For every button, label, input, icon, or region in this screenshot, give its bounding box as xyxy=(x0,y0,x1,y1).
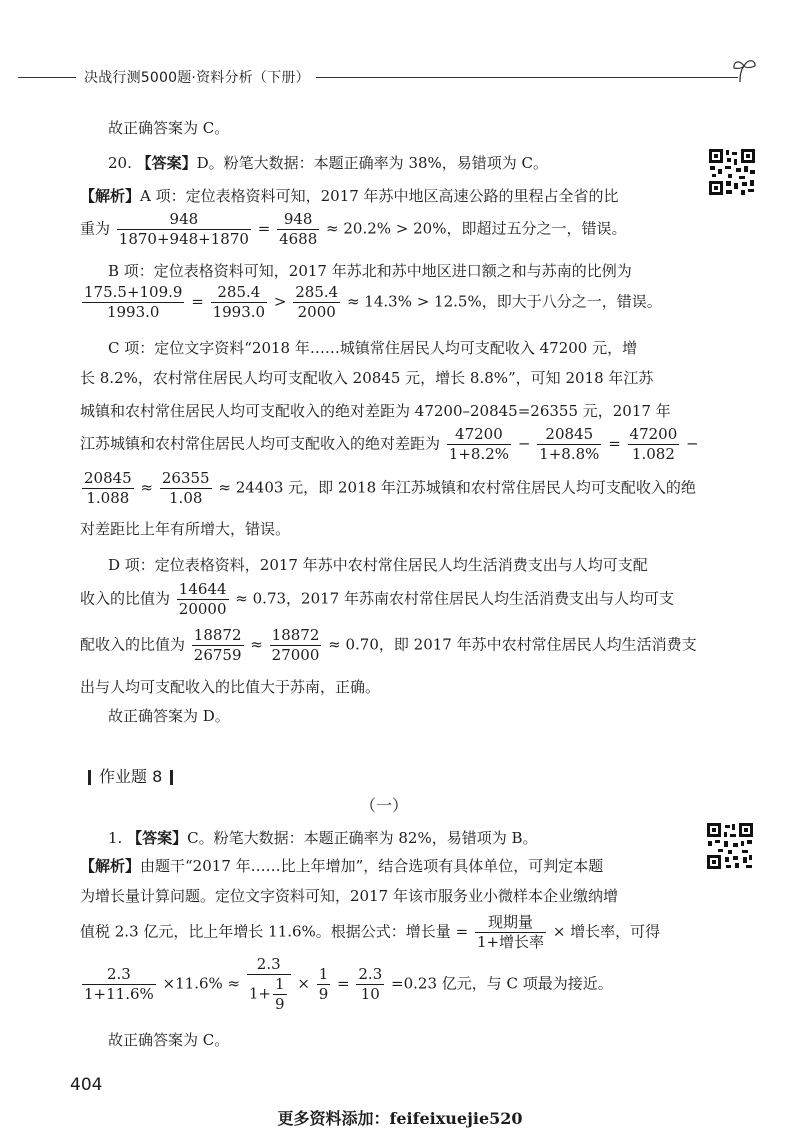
denominator: 10 xyxy=(360,985,380,1003)
analysis-tag: 【解析】 xyxy=(80,857,141,875)
page-number: 404 xyxy=(70,1075,103,1095)
fraction xyxy=(117,210,251,249)
operator: = xyxy=(191,292,204,311)
formula-line xyxy=(80,626,697,665)
fraction xyxy=(82,283,184,322)
fraction xyxy=(447,425,511,464)
heading-bar xyxy=(88,770,91,785)
fraction xyxy=(160,469,212,508)
operator: ≈ xyxy=(250,635,263,654)
denominator: 1.088 xyxy=(86,489,130,507)
fraction xyxy=(82,469,134,508)
answer-tag: 【答案】 xyxy=(136,154,197,172)
operator: = xyxy=(257,219,271,238)
denominator: 26759 xyxy=(193,646,242,664)
qr-code-icon xyxy=(706,822,754,870)
operator: ≈ xyxy=(140,478,154,497)
denominator: 1.08 xyxy=(169,489,203,507)
numerator: 18872 xyxy=(271,626,320,644)
option-d-line: D 项：定位表格资料，2017 年苏中农村常住居民人均生活消费支出与人均可支配 xyxy=(108,556,648,574)
numerator: 285.4 xyxy=(295,283,339,301)
header-title: 决战行测5000题·资料分析（下册） xyxy=(84,70,310,86)
analysis-tag: 【解析】 xyxy=(80,187,141,205)
operator: = xyxy=(608,434,621,453)
operator: × xyxy=(297,974,310,993)
formula-suffix: ≈ 0.73，2017 年苏南农村常住居民人均生活消费支出与人均可支 xyxy=(235,589,674,608)
nested-fraction xyxy=(273,975,287,1014)
formula-line xyxy=(80,210,626,249)
denominator: 1+8.8% xyxy=(539,445,600,463)
numerator: 2.3 xyxy=(247,955,291,975)
fraction xyxy=(293,283,340,322)
q1-answer xyxy=(108,828,538,848)
denominator-prefix: 1+ xyxy=(248,984,272,1003)
formula-prefix: 值税 2.3 亿元，比上年增长 11.6%。根据公式：增长量 = xyxy=(80,922,469,941)
footer-note: 更多资料添加：feifeixuejie520 xyxy=(277,1109,523,1128)
denominator: 2000 xyxy=(297,303,336,321)
analysis-text: 由题干“2017 年……比上年增加”，结合选项有具体单位，可判定本题 xyxy=(140,857,604,875)
denominator: 1+11.6% xyxy=(84,985,154,1003)
fraction xyxy=(247,955,291,1014)
numerator: 20845 xyxy=(84,469,132,487)
text-line: 对差距比上年有所增大，错误。 xyxy=(80,520,291,538)
numerator: 285.4 xyxy=(211,283,268,303)
fraction xyxy=(537,425,601,464)
denominator: 1+增长率 xyxy=(476,933,545,951)
fraction xyxy=(628,425,680,464)
operator: − xyxy=(686,434,699,453)
numerator: 2.3 xyxy=(358,965,383,983)
fraction xyxy=(270,626,322,665)
text-line: 长 8.2%，农村常住居民人均可支配收入 20845 元，增长 8.8%”，可知 2018 年江苏 xyxy=(80,369,654,387)
formula-line xyxy=(80,580,674,619)
section-title: 作业题 8 xyxy=(99,767,163,786)
fraction xyxy=(277,210,319,249)
header-rule-left xyxy=(18,77,76,78)
answer-line: 故正确答案为 C。 xyxy=(108,1031,230,1049)
text-line: 为增长量计算问题。定位文字资料可知，2017 年该市服务业小微样本企业缴纳增 xyxy=(80,887,618,905)
fraction xyxy=(475,913,546,952)
option-c-line: C 项：定位文字资料“2018 年……城镇常住居民人均可支配收入 47200 元，增 xyxy=(108,339,638,357)
formula-suffix: ≈ 20.2% > 20%，即超过五分之一，错误。 xyxy=(326,219,627,238)
answer-line: 故正确答案为 D。 xyxy=(108,707,230,725)
formula-line xyxy=(80,469,696,508)
text-line: 出与人均可支配收入的比值大于苏南，正确。 xyxy=(80,678,381,696)
fraction xyxy=(356,965,384,1004)
numerator: 2.3 xyxy=(82,965,156,985)
header-rule-right xyxy=(316,77,738,78)
denominator: 1+8.2% xyxy=(448,445,510,463)
analysis-text: A 项：定位表格资料可知，2017 年苏中地区高速公路的里程占全省的比 xyxy=(140,187,619,205)
denominator: 20000 xyxy=(178,600,227,618)
formula-line xyxy=(80,913,660,952)
denominator: 1993.0 xyxy=(106,303,160,321)
denominator: 1870+948+1870 xyxy=(118,230,249,248)
numerator: 26355 xyxy=(161,469,210,487)
formula-line xyxy=(80,283,662,322)
numerator: 47200 xyxy=(629,425,678,443)
operator: = xyxy=(337,974,350,993)
denominator: 4688 xyxy=(279,230,318,248)
formula-suffix: =0.23 亿元，与 C 项最为接近。 xyxy=(391,974,613,993)
operator: > xyxy=(273,292,287,311)
q1-answer-text: C。粉笔大数据：本题正确率为 82%，易错项为 B。 xyxy=(187,829,538,847)
denominator: 9 xyxy=(275,995,285,1013)
section-heading xyxy=(88,764,173,787)
fraction xyxy=(177,580,229,619)
formula-suffix: × 增长率，可得 xyxy=(552,922,661,941)
numerator: 1 xyxy=(275,975,285,993)
numerator: 948 xyxy=(277,210,319,230)
denominator: 9 xyxy=(318,985,329,1003)
subsection-title: （一） xyxy=(360,796,409,815)
q1-number: 1. xyxy=(108,829,123,847)
analysis-line xyxy=(80,856,603,876)
formula-prefix: 配收入的比值为 xyxy=(80,635,186,654)
option-b-line: B 项：定位表格资料可知，2017 年苏北和苏中地区进口额之和与苏南的比例为 xyxy=(108,262,632,280)
numerator: 20845 xyxy=(537,425,601,445)
numerator: 948 xyxy=(117,210,251,230)
numerator: 1 xyxy=(318,965,329,983)
q20-answer-text: D。粉笔大数据：本题正确率为 38%，易错项为 C。 xyxy=(196,154,549,172)
formula-prefix: 收入的比值为 xyxy=(80,589,171,608)
denominator: 1993.0 xyxy=(212,303,266,321)
formula-prefix: 江苏城镇和农村常住居民人均可支配收入的绝对差距为 xyxy=(80,434,441,453)
formula-line xyxy=(80,955,613,1014)
formula-line xyxy=(80,425,699,464)
q20-answer xyxy=(108,153,548,173)
numerator: 14644 xyxy=(178,580,227,598)
numerator: 175.5+109.9 xyxy=(84,283,183,301)
numerator: 47200 xyxy=(447,425,511,445)
fraction xyxy=(82,965,156,1004)
operator: ×11.6% ≈ xyxy=(162,974,241,993)
analysis-line xyxy=(80,186,619,206)
formula-suffix: ≈ 0.70，即 2017 年苏中农村常住居民人均生活消费支 xyxy=(328,635,697,654)
qr-code-icon xyxy=(708,148,756,196)
sprout-icon xyxy=(730,56,760,86)
fraction xyxy=(317,965,331,1004)
heading-bar xyxy=(170,770,173,785)
fraction xyxy=(192,626,244,665)
running-header xyxy=(0,64,800,88)
q20-number: 20. xyxy=(108,154,132,172)
formula-suffix: ≈ 14.3% > 12.5%，即大于八分之一，错误。 xyxy=(346,292,662,311)
nested-denominator xyxy=(247,975,291,1014)
formula-suffix: ≈ 24403 元，即 2018 年江苏城镇和农村常住居民人均可支配收入的绝 xyxy=(218,478,696,497)
numerator: 18872 xyxy=(193,626,242,644)
formula-prefix: 重为 xyxy=(80,219,111,238)
denominator: 1.082 xyxy=(631,445,675,463)
operator: − xyxy=(517,434,531,453)
fraction xyxy=(211,283,268,322)
denominator: 27000 xyxy=(271,646,320,664)
numerator: 现期量 xyxy=(475,913,546,933)
answer-line: 故正确答案为 C。 xyxy=(108,119,230,137)
text-line: 城镇和农村常住居民人均可支配收入的绝对差距为 47200–20845=26355 元，2017 年 xyxy=(80,402,671,420)
answer-tag: 【答案】 xyxy=(127,829,188,847)
